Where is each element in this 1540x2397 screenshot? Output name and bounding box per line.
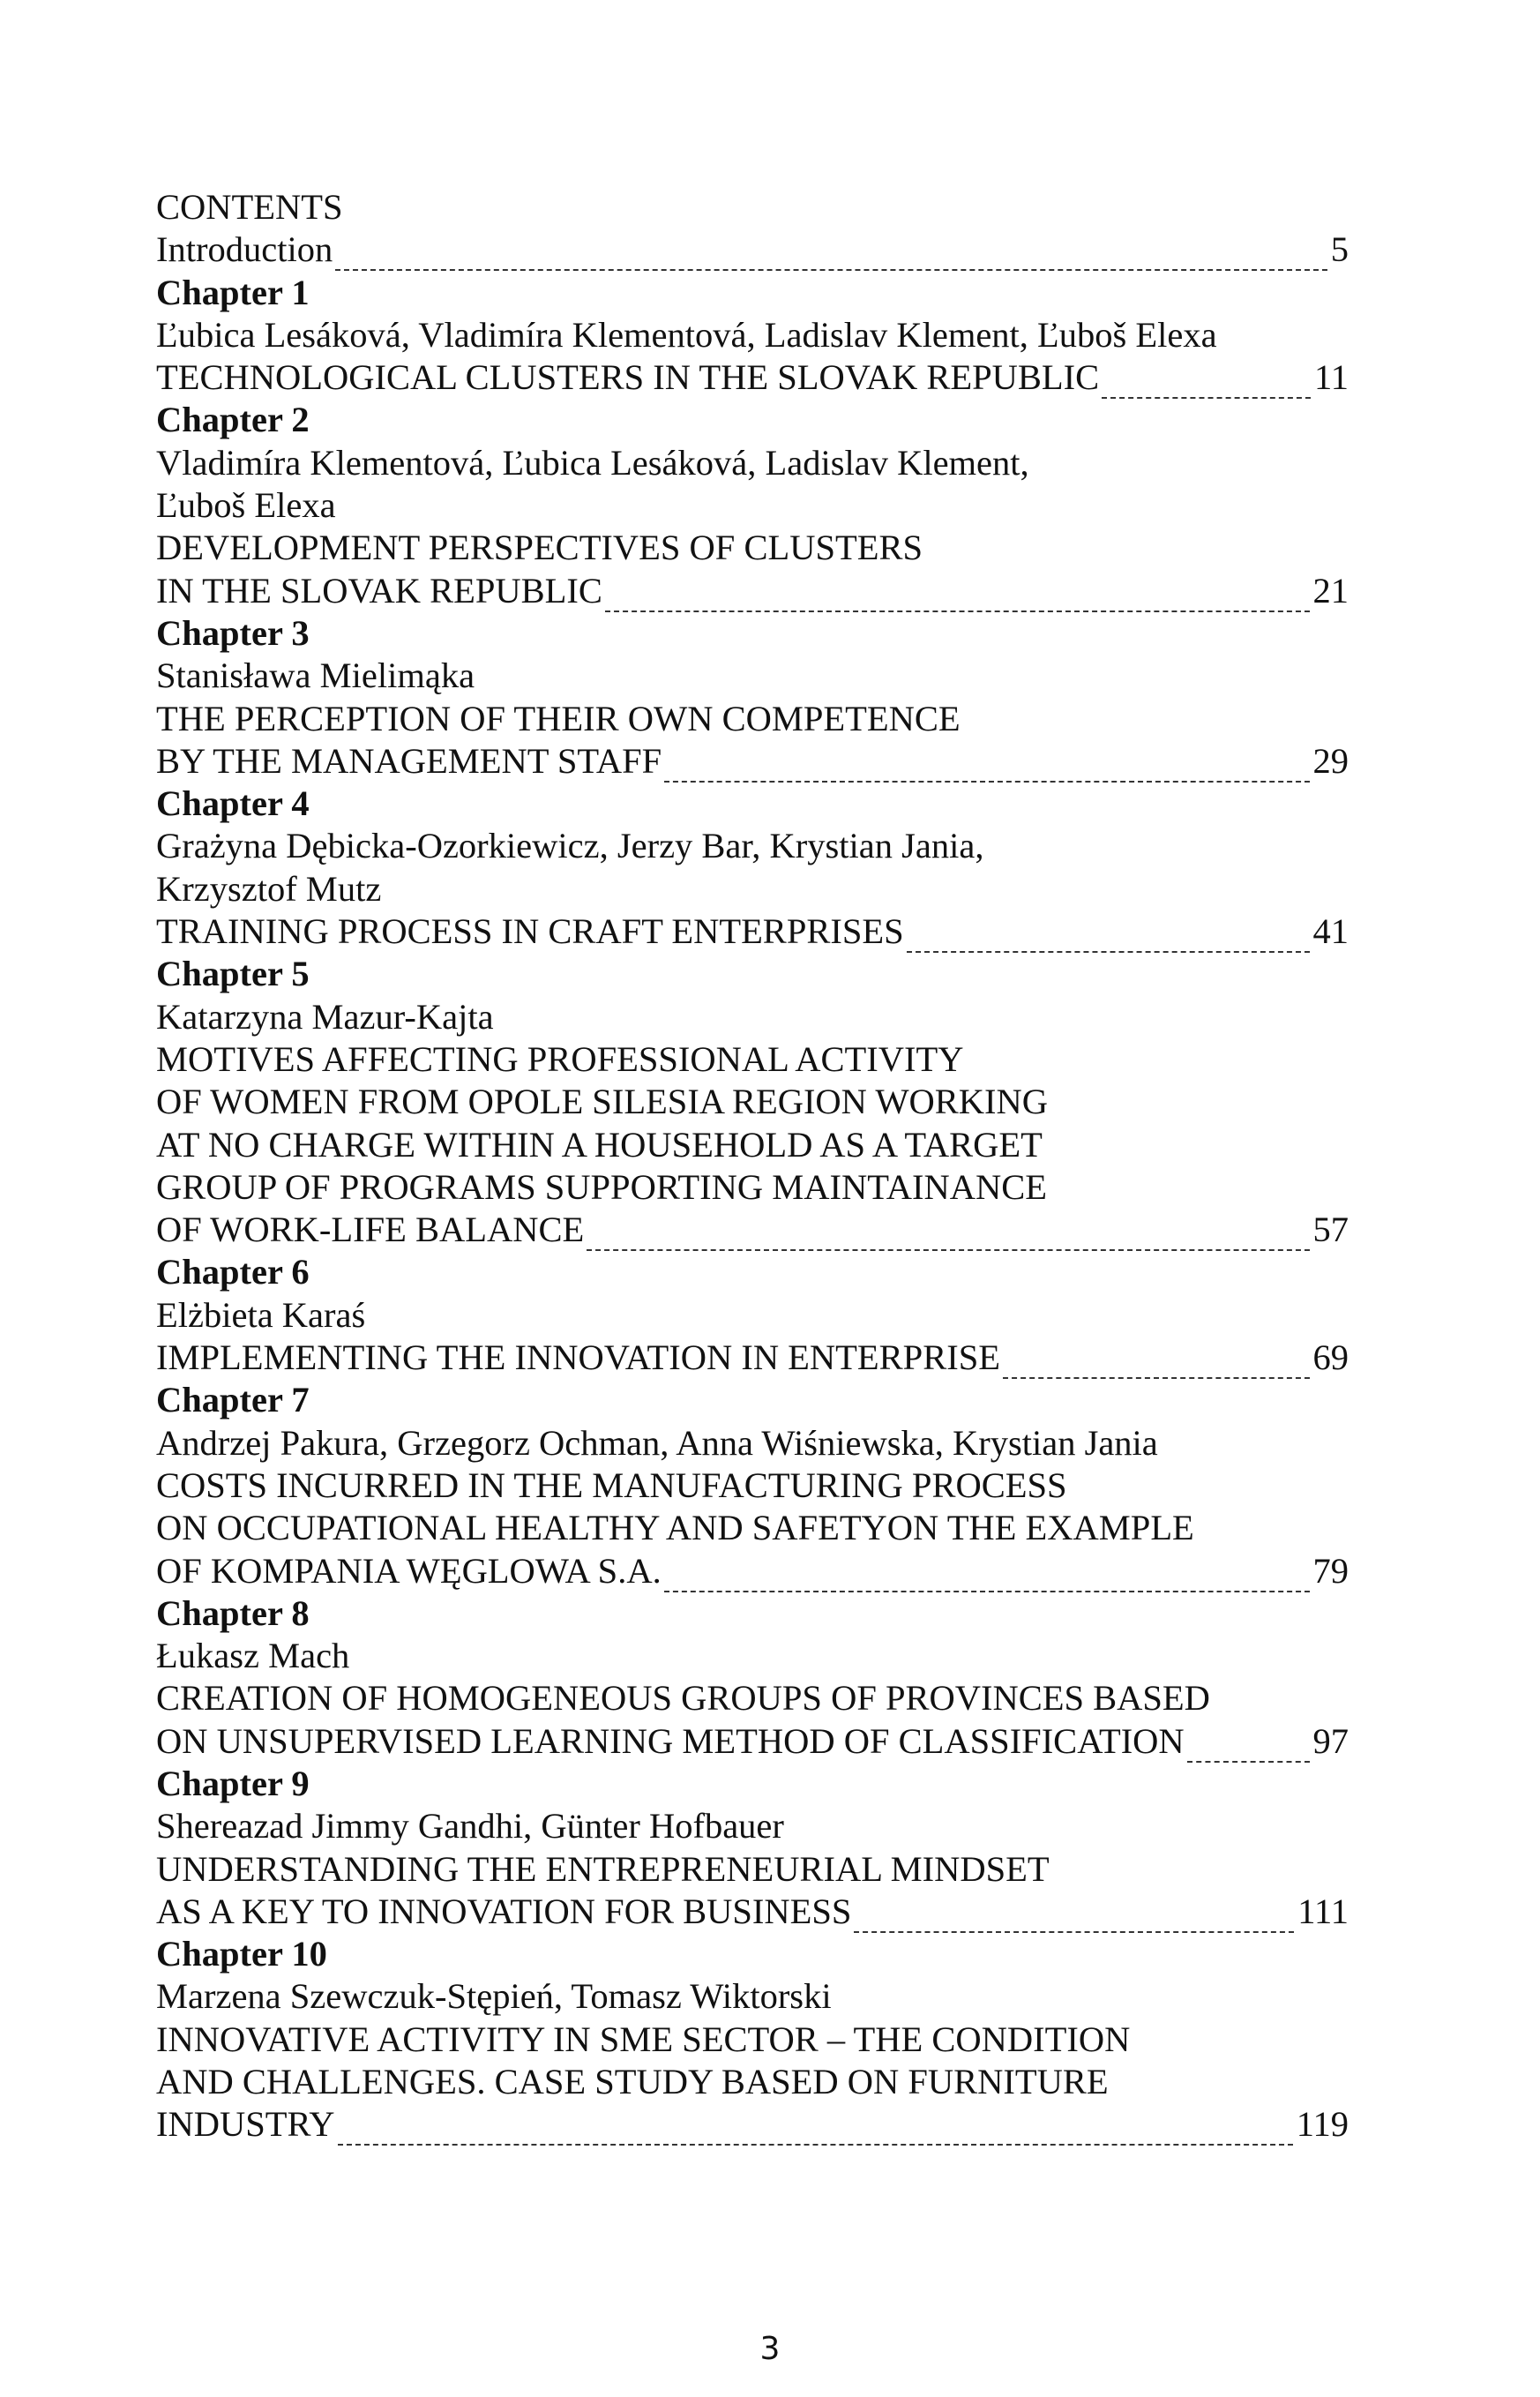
dot-leader (335, 269, 1327, 271)
chapter-page: 119 (1296, 2104, 1349, 2145)
chapter-page: 41 (1312, 911, 1349, 952)
chapter-title-last-line (156, 1337, 1391, 1379)
chapter-title-last-line (156, 740, 1391, 783)
table-of-contents (156, 186, 1391, 2146)
chapter-title: CREATION OF HOMOGENEOUS GROUPS OF PROVINCES BASED (156, 1678, 1210, 1719)
chapter-label: Chapter 3 (156, 612, 310, 653)
chapter-authors: Elżbieta Karaś (156, 1294, 366, 1335)
toc-chapter (156, 1592, 1391, 1763)
chapter-authors: Łukasz Mach (156, 1636, 350, 1676)
dot-leader (664, 781, 1309, 783)
chapter-label: Chapter 2 (156, 400, 310, 440)
chapter-title: OF WORK-LIFE BALANCE (156, 1210, 585, 1250)
chapter-title: GROUP OF PROGRAMS SUPPORTING MAINTAINANCE (156, 1166, 1047, 1207)
chapter-title: TRAINING PROCESS IN CRAFT ENTERPRISES (156, 911, 904, 952)
chapter-title: COSTS INCURRED IN THE MANUFACTURING PROCESS (156, 1464, 1067, 1505)
chapter-authors: Ľuboš Elexa (156, 485, 336, 526)
chapter-label: Chapter 1 (156, 272, 310, 312)
chapter-title-last-line (156, 570, 1391, 612)
chapter-title: MOTIVES AFFECTING PROFESSIONAL ACTIVITY (156, 1038, 964, 1079)
chapter-authors: Katarzyna Mazur-Kajta (156, 996, 494, 1037)
dot-leader (1187, 1761, 1310, 1763)
chapter-title-last-line (156, 1550, 1391, 1592)
chapter-title: TECHNOLOGICAL CLUSTERS IN THE SLOVAK REPUBLIC (156, 357, 1100, 398)
chapter-title: OF KOMPANIA WĘGLOWA S.A. (156, 1550, 662, 1591)
page-number: 3 (759, 2331, 781, 2367)
chapter-authors: Krzysztof Mutz (156, 868, 382, 909)
dot-leader (338, 2144, 1293, 2146)
chapter-label: Chapter 5 (156, 954, 310, 994)
toc-chapter (156, 1933, 1391, 2146)
chapter-page: 111 (1297, 1891, 1349, 1931)
chapter-title-last-line (156, 2103, 1391, 2146)
dot-leader (1102, 397, 1311, 399)
toc-chapter (156, 1763, 1391, 1933)
chapter-title: THE PERCEPTION OF THEIR OWN COMPETENCE (156, 698, 961, 738)
dot-leader (605, 610, 1310, 612)
toc-chapter (156, 783, 1391, 953)
chapter-page: 69 (1312, 1337, 1349, 1378)
chapter-authors: Ľubica Lesáková, Vladimíra Klementová, Ladislav Klement, Ľuboš Elexa (156, 314, 1217, 355)
toc-chapter (156, 272, 1391, 400)
chapter-title: OF WOMEN FROM OPOLE SILESIA REGION WORKING (156, 1082, 1049, 1122)
chapter-authors: Shereazad Jimmy Gandhi, Günter Hofbauer (156, 1806, 784, 1846)
chapter-label: Chapter 6 (156, 1252, 310, 1292)
chapter-title: IMPLEMENTING THE INNOVATION IN ENTERPRISE (156, 1337, 1000, 1378)
introduction-page: 5 (1330, 229, 1349, 270)
chapter-label: Chapter 9 (156, 1763, 310, 1803)
chapter-page: 11 (1314, 357, 1349, 398)
chapter-title: IN THE SLOVAK REPUBLIC (156, 570, 602, 610)
dot-leader (587, 1249, 1309, 1251)
chapter-title: AND CHALLENGES. CASE STUDY BASED ON FURNITURE (156, 2062, 1109, 2102)
chapter-page: 57 (1312, 1210, 1349, 1250)
dot-leader (1003, 1377, 1310, 1379)
toc-chapter (156, 612, 1391, 783)
toc-chapter (156, 1379, 1391, 1592)
chapter-authors: Vladimíra Klementová, Ľubica Lesáková, Ladislav Klement, (156, 442, 1029, 483)
chapter-title-last-line (156, 910, 1391, 953)
chapter-title: AS A KEY TO INNOVATION FOR BUSINESS (156, 1891, 852, 1931)
toc-chapter (156, 1251, 1391, 1379)
chapter-label: Chapter 4 (156, 783, 310, 824)
toc-entry-introduction (156, 228, 1391, 271)
chapter-label: Chapter 8 (156, 1592, 310, 1633)
dot-leader (907, 951, 1310, 953)
chapter-page: 79 (1312, 1550, 1349, 1591)
chapter-title: ON OCCUPATIONAL HEALTHY AND SAFETYON THE EXAMPLE (156, 1508, 1194, 1548)
dot-leader (854, 1931, 1294, 1933)
chapter-title-last-line (156, 356, 1391, 399)
toc-chapter (156, 953, 1391, 1251)
chapter-title: INNOVATIVE ACTIVITY IN SME SECTOR – THE CONDITION (156, 2019, 1131, 2059)
chapter-authors: Andrzej Pakura, Grzegorz Ochman, Anna Wiśniewska, Krystian Jania (156, 1422, 1158, 1463)
dot-leader (664, 1591, 1310, 1592)
chapter-authors: Stanisława Mielimąka (156, 655, 475, 696)
chapter-title: ON UNSUPERVISED LEARNING METHOD OF CLASSIFICATION (156, 1720, 1185, 1761)
chapter-title: DEVELOPMENT PERSPECTIVES OF CLUSTERS (156, 528, 923, 568)
chapter-title: INDUSTRY (156, 2104, 335, 2145)
introduction-label: Introduction (156, 229, 333, 270)
chapter-title: BY THE MANAGEMENT STAFF (156, 740, 662, 781)
chapter-title: AT NO CHARGE WITHIN A HOUSEHOLD AS A TARGET (156, 1124, 1043, 1165)
chapter-page: 97 (1312, 1720, 1349, 1761)
toc-chapter (156, 399, 1391, 611)
chapter-authors: Grażyna Dębicka-Ozorkiewicz, Jerzy Bar, Krystian Jania, (156, 826, 984, 866)
chapter-label: Chapter 10 (156, 1934, 327, 1974)
chapter-title-last-line (156, 1720, 1391, 1763)
chapter-title-last-line (156, 1209, 1391, 1251)
chapter-title-last-line (156, 1891, 1391, 1933)
chapter-title: UNDERSTANDING THE ENTREPRENEURIAL MINDSET (156, 1848, 1050, 1889)
chapter-page: 21 (1312, 570, 1349, 610)
chapter-page: 29 (1312, 740, 1349, 781)
chapter-authors: Marzena Szewczuk-Stępień, Tomasz Wiktorski (156, 1976, 832, 2017)
contents-heading: CONTENTS (156, 187, 343, 227)
chapter-label: Chapter 7 (156, 1380, 310, 1420)
